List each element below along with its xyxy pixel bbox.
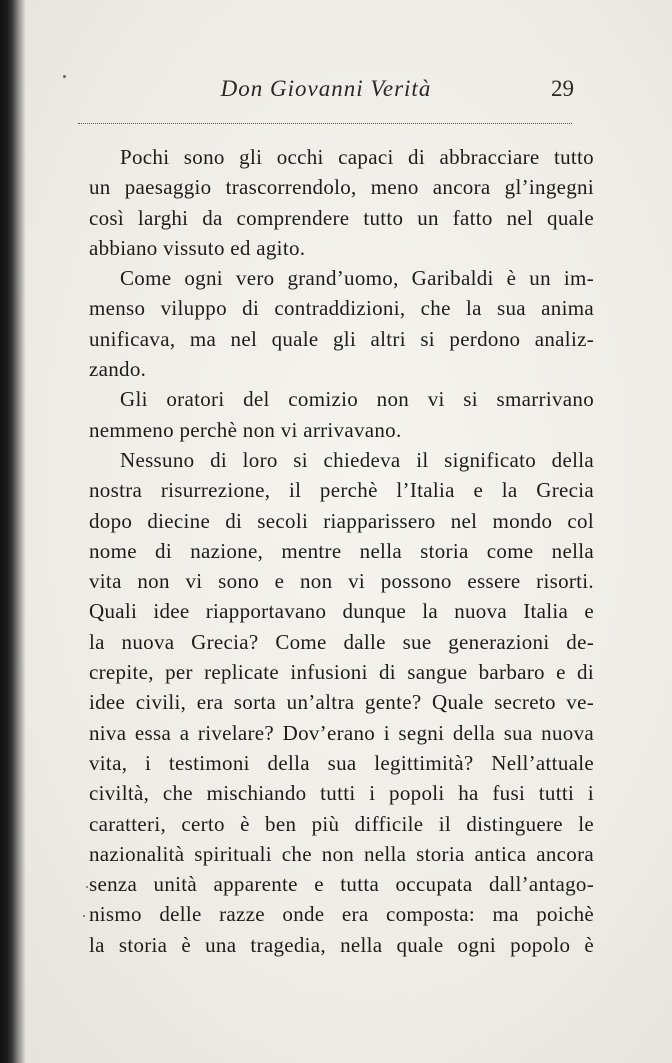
text-line: senza unità apparente e tutta occupata dall’antago- bbox=[89, 872, 594, 897]
binding-shadow bbox=[0, 0, 26, 1063]
text-line: unificava, ma nel quale gli altri si perdono analiz- bbox=[89, 326, 594, 351]
body-text bbox=[89, 142, 594, 960]
paper-speck bbox=[63, 75, 66, 78]
text-line: nome di nazione, mentre nella storia come nella bbox=[89, 538, 594, 563]
text-line: Come ogni vero grand’uomo, Garibaldi è un im- bbox=[120, 266, 594, 291]
text-line: la storia è una tragedia, nella quale ogni popolo è bbox=[89, 932, 594, 957]
running-head bbox=[78, 74, 574, 108]
text-line: vita non vi sono e non vi possono essere risorti. bbox=[89, 569, 594, 594]
text-line: Gli oratori del comizio non vi si smarrivano bbox=[120, 387, 594, 412]
text-line: niva essa a rivelare? Dov’erano i segni della sua nuova bbox=[89, 720, 594, 745]
running-title: Don Giovanni Verità bbox=[220, 76, 432, 101]
text-line: Pochi sono gli occhi capaci di abbracciare tutto bbox=[120, 145, 594, 169]
text-line: nazionalità spirituali che non nella storia antica ancora bbox=[89, 841, 594, 866]
paper-speck bbox=[86, 886, 88, 888]
text-line: civiltà, che mischiando tutti i popoli ha fusi tutti i bbox=[89, 781, 594, 806]
text-line: nostra risurrezione, il perchè l’Italia e la Grecia bbox=[89, 478, 594, 503]
page-number: 29 bbox=[551, 76, 574, 101]
header-divider bbox=[78, 123, 572, 124]
text-line: Nessuno di loro si chiedeva il significato della bbox=[120, 447, 594, 472]
text-line: abbiano vissuto ed agito. bbox=[89, 235, 306, 260]
text-line: nemmeno perchè non vi arrivavano. bbox=[89, 417, 402, 442]
text-line: zando. bbox=[89, 357, 147, 382]
text-line: caratteri, certo è ben più difficile il distinguere le bbox=[89, 811, 594, 836]
text-line: menso viluppo di contraddizioni, che la sua anima bbox=[89, 296, 594, 321]
paper-speck bbox=[83, 915, 85, 917]
text-line: la nuova Grecia? Come dalle sue generazioni de- bbox=[89, 629, 594, 654]
text-line: dopo diecine di secoli riapparissero nel mondo col bbox=[89, 508, 594, 533]
text-line: Quali idee riapportavano dunque la nuova Italia e bbox=[89, 599, 594, 624]
text-line: così larghi da comprendere tutto un fatto nel quale bbox=[89, 205, 594, 230]
text-line: idee civili, era sorta un’altra gente? Quale secreto ve- bbox=[89, 690, 594, 715]
text-line: nismo delle razze onde era composta: ma poichè bbox=[89, 902, 594, 927]
text-line: vita, i testimoni della sua legittimità? Nell’attuale bbox=[89, 750, 594, 775]
text-line: un paesaggio trascorrendolo, meno ancora gl’ingegni bbox=[89, 175, 594, 200]
text-line: crepite, per replicate infusioni di sangue barbaro e di bbox=[89, 660, 594, 685]
